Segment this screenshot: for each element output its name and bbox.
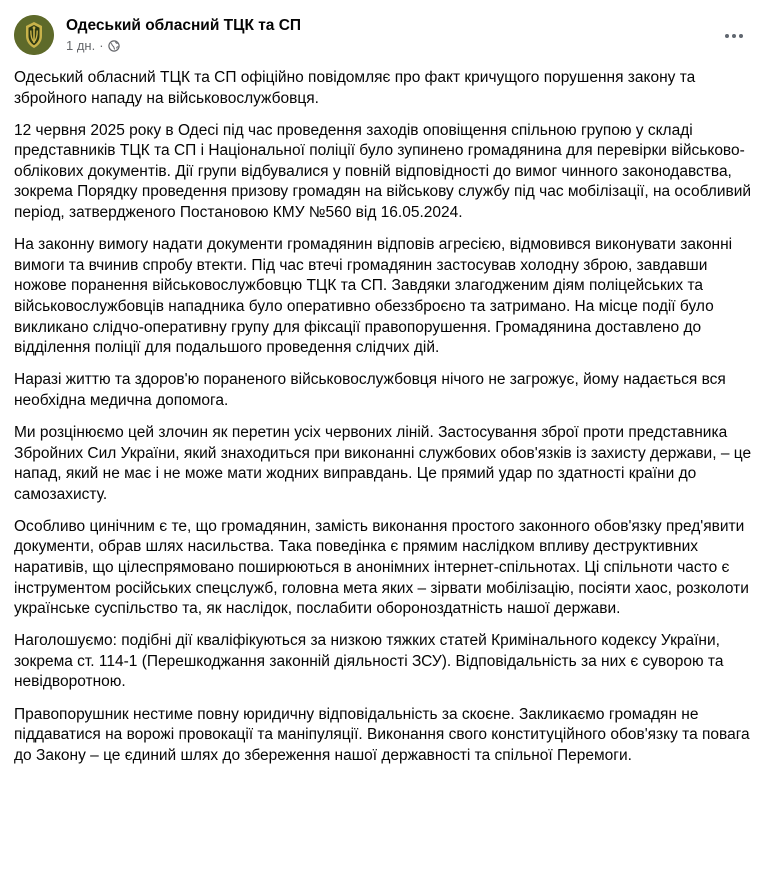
post-paragraph: Особливо цинічним є те, що громадянин, замість виконання простого законного обов'язку пред'явити документи, обрав шлях насильства. Така поведінка є прямим наслідком впливу деструктивних наративів, що цілеспрямовано поширюються в анонімних інтернет-спільнотах. Ці спільноти часто є інструментом російських спецслужб, головна мета яких – зірвати мобілізацію, посіяти хаос, розколоти українське суспільство та, як наслідок, послабити обороноздатність нашої держави. xyxy=(14,517,749,618)
emblem-avatar-icon[interactable] xyxy=(14,15,54,55)
post-timestamp[interactable]: 1 дн. xyxy=(66,37,96,53)
post-paragraph: Ми розцінюємо цей злочин як перетин усіх червоних ліній. Застосування зброї проти представника Збройних Сил України, який знаходиться при виконанні службових обов'язків із захисту держави, – це напад, який не має і не може мати жодних виправдань. Це прямий удар по здатності країни до самозахисту. xyxy=(14,423,752,503)
post-paragraph: Правопорушник нестиме повну юридичну відповідальність за скоєне. Закликаємо громадян не піддаватися на ворожі провокації та маніпуляції. Виконання свого конституційного обов'язку та повага до Закону – це єдиний шлях до збереження нашої державності та спільної Перемоги. xyxy=(14,705,750,764)
author-name-link[interactable]: Одеський обласний ТЦК та СП xyxy=(66,16,302,34)
globe-icon[interactable] xyxy=(108,40,120,52)
more-dot xyxy=(739,34,743,38)
post-body xyxy=(14,68,762,778)
more-dot xyxy=(725,34,729,38)
more-options-icon[interactable] xyxy=(716,18,752,54)
post-paragraph: На законну вимогу надати документи громадянин відповів агресією, відмовився виконувати законні вимоги та вчинив спробу втекти. Під час втечі громадянин застосував холодну зброю, завдавши ножове поранення військовослужбовцю ТЦК та СП. Завдяки злагодженим діям поліцейських та військовослужбовців нападника було оперативно обеззброєно та затримано. На місце події було викликано слідчо-оперативну групу для фіксації правопорушення. Громадянина доставлено до відділення поліції для подальшого проведення слідчих дій. xyxy=(14,236,733,357)
post-paragraph: 12 червня 2025 року в Одесі під час проведення заходів оповіщення спільною групою у складі представників ТЦК та СП і Національної поліції було зупинено громадянина для перевірки військово-облікових документів. Дії групи відбувалися у повній відповідності до вимог чинного законодавства, зокрема Порядку проведення призову громадян на військову службу під час мобілізації, на особливий період, затвердженого Постановою КМУ №560 від 16.05.2024. xyxy=(14,121,752,222)
emblem-icon xyxy=(14,15,54,55)
post-meta xyxy=(66,37,301,55)
post-header xyxy=(14,12,756,58)
post-paragraph: Наголошуємо: подібні дії кваліфікуються за низкою тяжких статей Кримінального кодексу України, зокрема ст. 114-1 (Перешкоджання законній діяльності ЗСУ). Відповідальність за них є суворою та невідворотною. xyxy=(14,632,724,691)
post-paragraph: Одеський обласний ТЦК та СП офіційно повідомляє про факт кричущого порушення закону та збройного нападу на військовослужбовця. xyxy=(14,69,696,107)
post-paragraph: Наразі життю та здоров'ю пораненого військовослужбовця нічого не загрожує, йому надається вся необхідна медична допомога. xyxy=(14,371,726,409)
author-block xyxy=(66,16,301,55)
more-dot xyxy=(732,34,736,38)
meta-separator: · xyxy=(99,37,104,53)
globe-icon-graphic xyxy=(108,40,120,52)
